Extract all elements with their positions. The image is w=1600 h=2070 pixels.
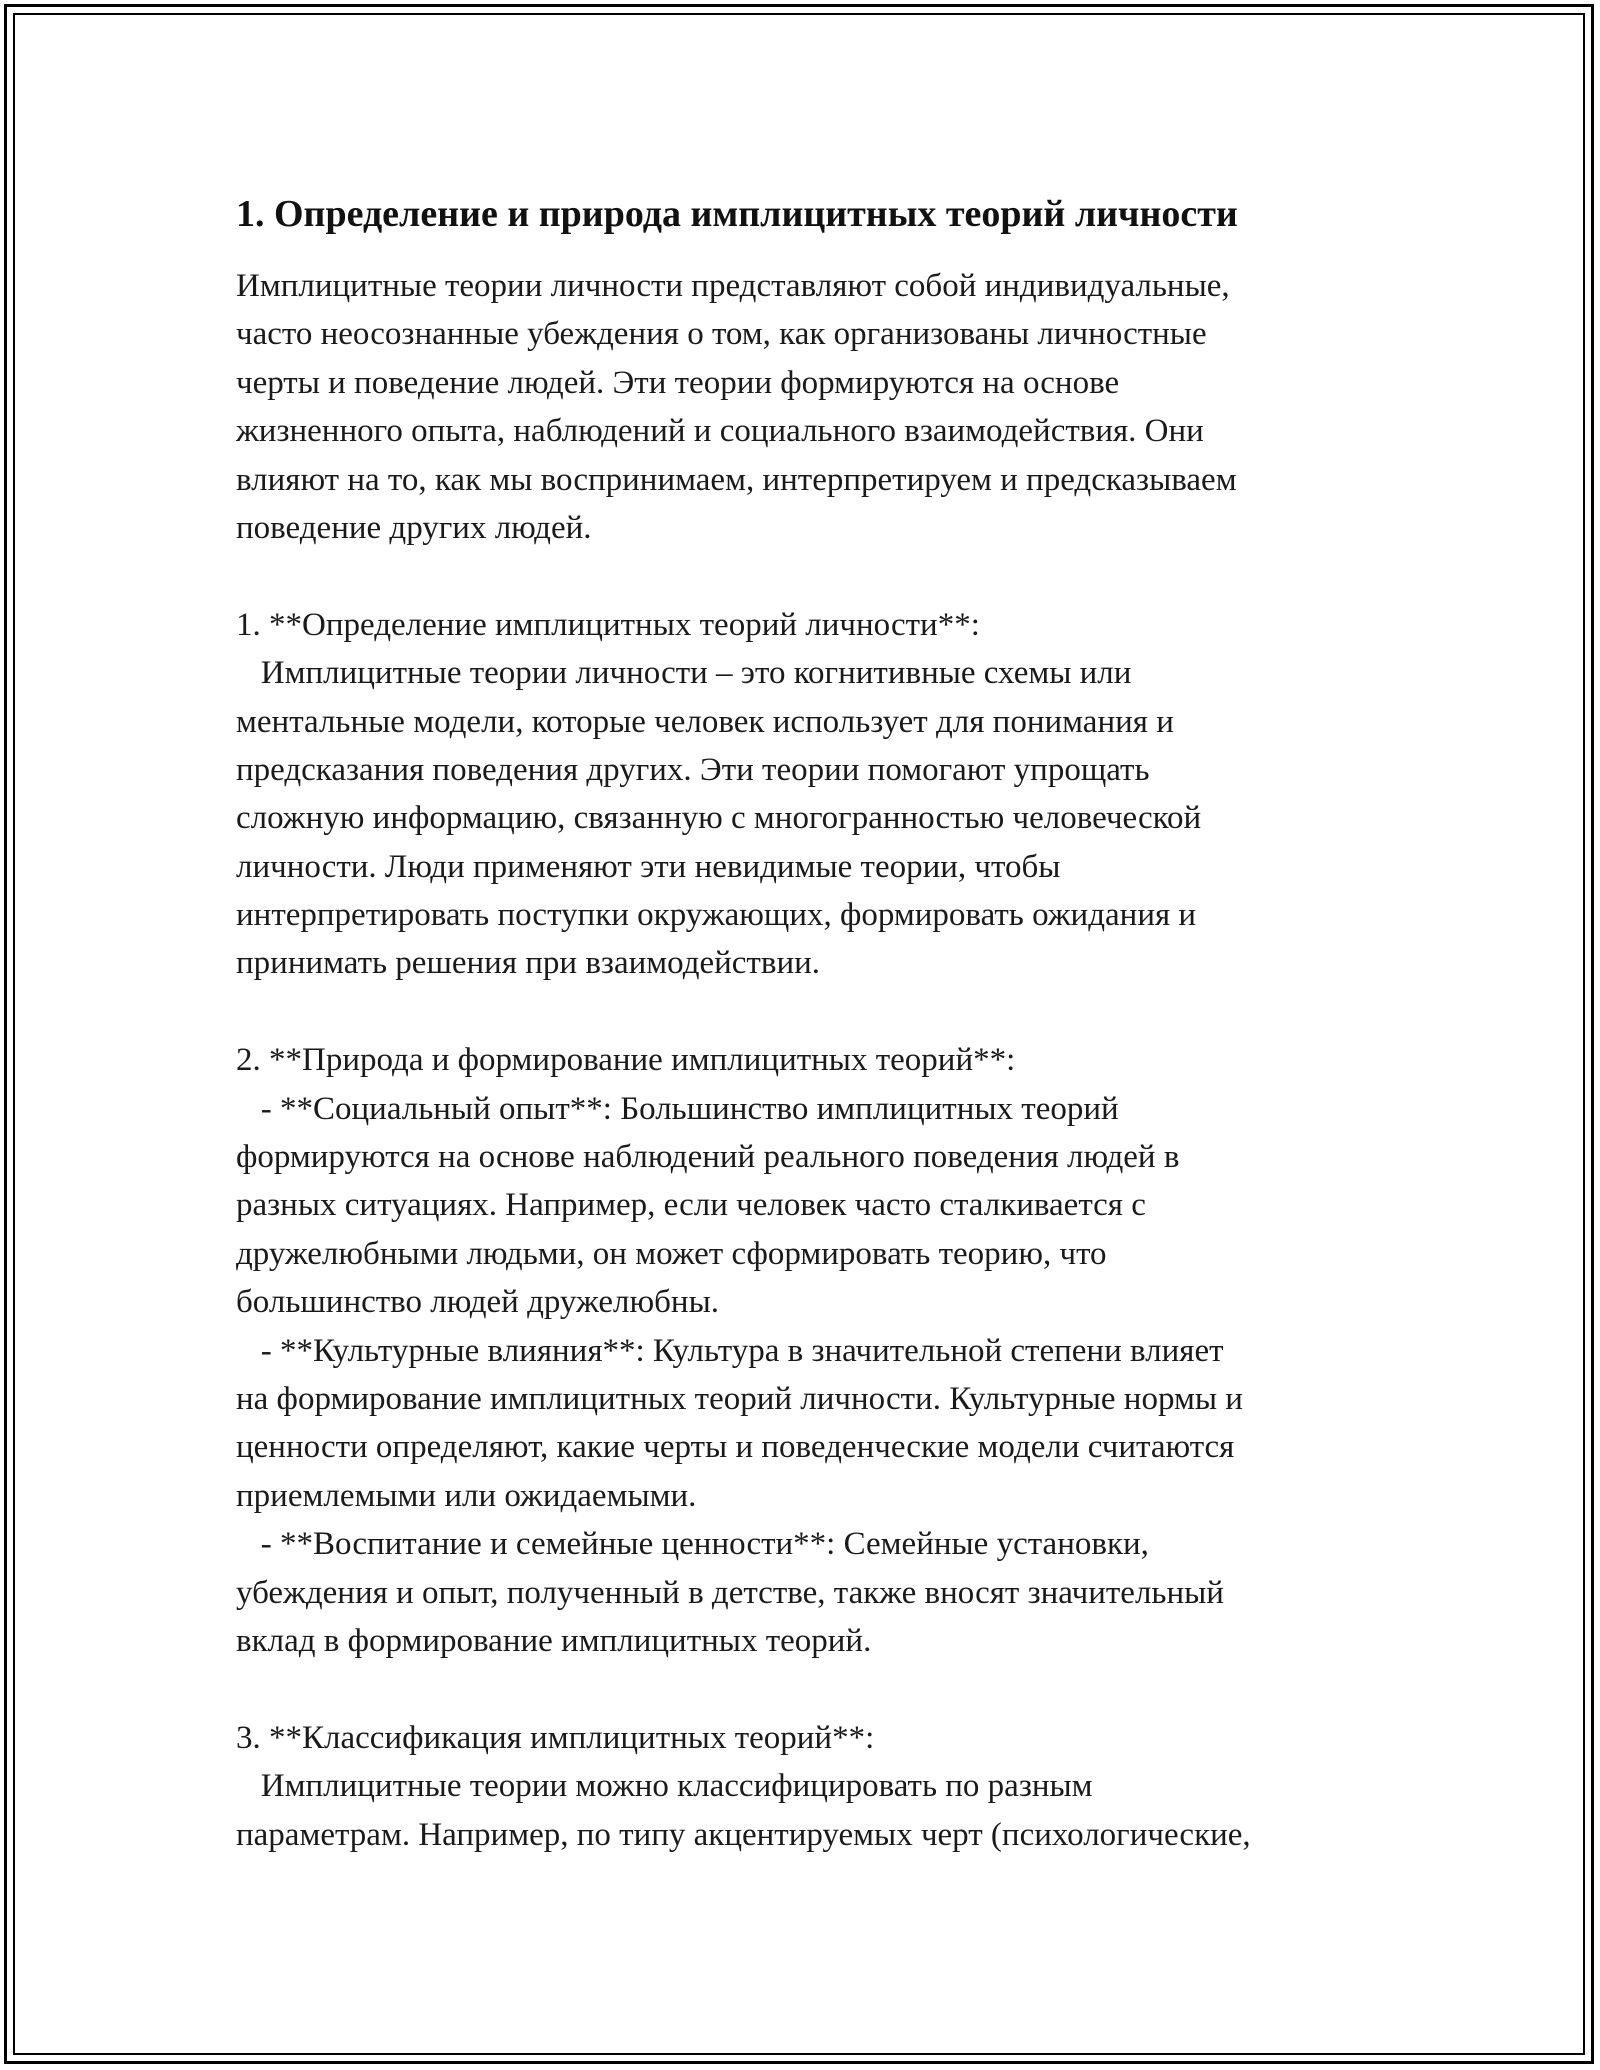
text-line: убеждения и опыт, полученный в детстве, также вносят значительный — [236, 1574, 1224, 1611]
paragraph-spacer — [236, 1665, 1386, 1713]
section-1 — [236, 601, 1386, 988]
text-line: жизненного опыта, наблюдений и социального взаимодействия. Они — [236, 413, 1204, 450]
text-line: разных ситуациях. Например, если человек часто сталкивается с — [236, 1187, 1146, 1224]
text-line: - **Культурные влияния**: Культура в значительной степени влияет — [236, 1332, 1224, 1369]
section-2-heading: 2. **Природа и формирование имплицитных теорий**: — [236, 1042, 1016, 1079]
text-line: личности. Люди применяют эти невидимые теории, чтобы — [236, 848, 1061, 885]
text-line: формируются на основе наблюдений реального поведения людей в — [236, 1139, 1180, 1176]
page-title: 1. Определение и природа имплицитных теорий личности — [236, 193, 1238, 235]
section-3 — [236, 1714, 1386, 1859]
text-line: Имплицитные теории личности представляют собой индивидуальные, — [236, 268, 1230, 304]
document-body — [236, 186, 1386, 1859]
text-line: Имплицитные теории личности – это когнитивные схемы или — [236, 655, 1132, 692]
text-line: черты и поведение людей. Эти теории формируются на основе — [236, 364, 1120, 401]
text-line: параметрам. Например, по типу акцентируемых черт (психологические, — [236, 1816, 1251, 1853]
text-line: большинство людей дружелюбны. — [236, 1284, 719, 1321]
text-line: ментальные модели, которые человек использует для понимания и — [236, 703, 1174, 740]
paragraph-spacer — [236, 988, 1386, 1036]
text-line: интерпретировать поступки окружающих, формировать ожидания и — [236, 897, 1197, 934]
text-line: - **Социальный опыт**: Большинство имплицитных теорий — [236, 1090, 1119, 1127]
section-3-heading: 3. **Классификация имплицитных теорий**: — [236, 1719, 875, 1756]
intro-paragraph — [236, 262, 1386, 552]
section-2 — [236, 1036, 1386, 1665]
text-line: приемлемыми или ожидаемыми. — [236, 1477, 697, 1514]
text-line: дружелюбными людьми, он может сформировать теорию, что — [236, 1235, 1107, 1272]
document-text — [236, 262, 1386, 1859]
text-line: поведение других людей. — [236, 509, 592, 546]
section-1-heading: 1. **Определение имплицитных теорий личности**: — [236, 606, 980, 643]
paragraph-spacer — [236, 552, 1386, 600]
text-line: часто неосознанные убеждения о том, как организованы личностные — [236, 316, 1207, 353]
text-line: принимать решения при взаимодействии. — [236, 945, 821, 982]
text-line: на формирование имплицитных теорий личности. Культурные нормы и — [236, 1380, 1243, 1417]
text-line: влияют на то, как мы воспринимаем, интерпретируем и предсказываем — [236, 461, 1237, 498]
text-line: сложную информацию, связанную с многогранностью человеческой — [236, 800, 1202, 837]
text-line: ценности определяют, какие черты и поведенческие модели считаются — [236, 1429, 1235, 1466]
text-line: вклад в формирование имплицитных теорий. — [236, 1622, 872, 1659]
text-line: - **Воспитание и семейные ценности**: Семейные установки, — [236, 1526, 1149, 1563]
text-line: предсказания поведения других. Эти теории помогают упрощать — [236, 751, 1150, 788]
text-line: Имплицитные теории можно классифицировать по разным — [236, 1768, 1093, 1805]
